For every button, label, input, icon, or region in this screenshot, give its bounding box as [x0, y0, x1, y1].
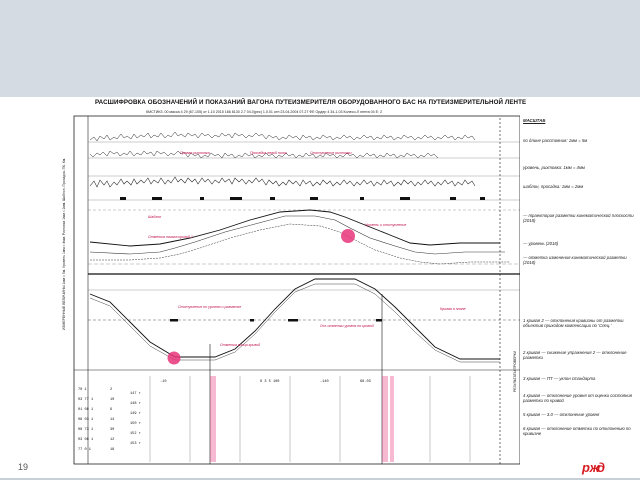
bottom-col2-6: 18: [110, 448, 115, 452]
legend-item-4: — уровень (2018): [523, 241, 559, 246]
track-measurement-chart: [60, 114, 520, 466]
bottom-col2-2: 9: [110, 408, 113, 412]
annotation-5: Отметка начала кривой 1: [148, 235, 193, 239]
bottom-col2-3: 14: [110, 418, 115, 422]
legend-item-8: 3 кривая — ПТ — уклон стандарта: [523, 376, 596, 381]
svg-text:д: д: [597, 460, 606, 475]
legend-item-10: 5 кривая — 3.0 — отклонение уровня: [523, 412, 600, 417]
bottom-marker-1: -10: [160, 380, 167, 384]
bottom-col2-1: 10: [110, 398, 115, 402]
annotation-4: Шаблон: [148, 215, 162, 219]
annotation-1: Правая рихтовка: [180, 151, 210, 155]
right-side-label: РЕЗУЛЬТАТЫ ПРОВЕРКИ: [513, 350, 517, 392]
legend-item-0: по длине расстояния: 1мм = 5м: [523, 138, 588, 143]
bottom-col3-2: 149 г: [130, 412, 141, 416]
bottom-col2-0: 2: [110, 388, 113, 392]
svg-text:рж: рж: [582, 460, 600, 475]
bottom-col1-4: 08 73 1: [78, 428, 94, 432]
legend-item-2: шаблон, просадка: 1мм = 2мм: [523, 184, 584, 189]
bottom-col1-6: 77 0 1: [78, 448, 91, 452]
left-side-label: ИЗМЕРЕННЫЕ ВЕЛИЧИНЫ 1мм = 5м. Уровень 1мм = 4мм. Рихтовка 1мм = 2мм. Шаблон. Просадка. ПК. Км.: [62, 157, 66, 330]
legend-item-11: 6 кривая — отклонение отметки по отклонению по кривизне: [523, 426, 631, 436]
page-number: 19: [18, 462, 29, 472]
bottom-col3-0: 147 г: [130, 392, 141, 396]
rzd-logo: [581, 459, 607, 475]
legend-item-9: 4 кривая — отклонение уровня от оценки состояния разметки по кривой: [523, 393, 633, 403]
bottom-marker-2: 6 3 5 100: [260, 380, 280, 384]
bottom-col3-3: 150 г: [130, 422, 141, 426]
bottom-col1-1: 03 77 1: [78, 398, 94, 402]
annotation-10: Отступление по уровню и разметке: [178, 305, 242, 309]
legend-scale-heading: МАСШТАБ: [523, 118, 546, 123]
bottom-marker-3: -140: [320, 380, 329, 384]
annotation-3: Отступление рихтовки: [310, 151, 352, 155]
bottom-col3-4: 152 г: [130, 432, 141, 436]
header-band: [0, 0, 640, 97]
bottom-col1-2: 01 08 1: [78, 408, 94, 412]
annotation-2: Просадка левой нити: [250, 151, 287, 155]
bottom-col1-5: 03 08 1: [78, 438, 94, 442]
annotation-6: Уровень и отступление: [365, 223, 407, 227]
bottom-col3-1: 148 г: [130, 402, 141, 406]
highlight-column-3: [390, 376, 394, 462]
legend-item-7: 2 кривая — снижение упражнения 2 — отклонение разметки: [523, 350, 627, 360]
highlight-column-1: [210, 376, 216, 462]
legend-item-1: уровень, рихтовка: 1мм = 4мм: [523, 165, 585, 170]
annotation-7: Ось отметки уровня по кривой: [320, 324, 374, 328]
highlight-curve-start: [341, 229, 355, 243]
bottom-col1-3: 08 03 1: [78, 418, 94, 422]
annotation-8: Отметка конца кривой: [220, 343, 261, 347]
legend-panel: [520, 118, 638, 468]
bottom-col1-0: 70 1: [78, 388, 87, 392]
bottom-col2-4: 30: [110, 428, 115, 432]
legend-item-5: — отметка изменения кинематической разметки (2018): [523, 255, 627, 265]
bottom-col2-5: 12: [110, 438, 115, 442]
bottom-marker-4: 68.03: [360, 380, 371, 384]
bottom-col3-5: 153 г: [130, 442, 141, 446]
highlight-level-bottom: [168, 352, 181, 365]
legend-item-3: — траектория разметки кинематической плоскости (2018): [523, 213, 634, 223]
highlight-column-2: [382, 376, 388, 462]
document-subtitle: КМСТИКЗ. 00 масса 4 29 (67-105) от 1.10 2015 166 8130 2.7 04.0(рес) 1.0.01 отп 23.04.2004 07.27 ФЕ Ордер 4 34-1.03 Колесо-Л лента 04 Е: 2: [146, 110, 383, 114]
annotation-9: Кривая в плане: [440, 307, 466, 311]
legend-item-6: 1 кривая 2 — отклонения кривизны от разметки объектив приходом компенсации по 'Спец.': [523, 318, 624, 328]
page-title: РАСШИФРОВКА ОБОЗНАЧЕНИЙ И ПОКАЗАНИЙ ВАГОНА ПУТЕИЗМЕРИТЕЛЯ ОБОРУДОВАННОГО БАС НА ПУТЕИЗМЕРИТЕЛЬНОЙ ЛЕНТЕ: [95, 99, 527, 106]
